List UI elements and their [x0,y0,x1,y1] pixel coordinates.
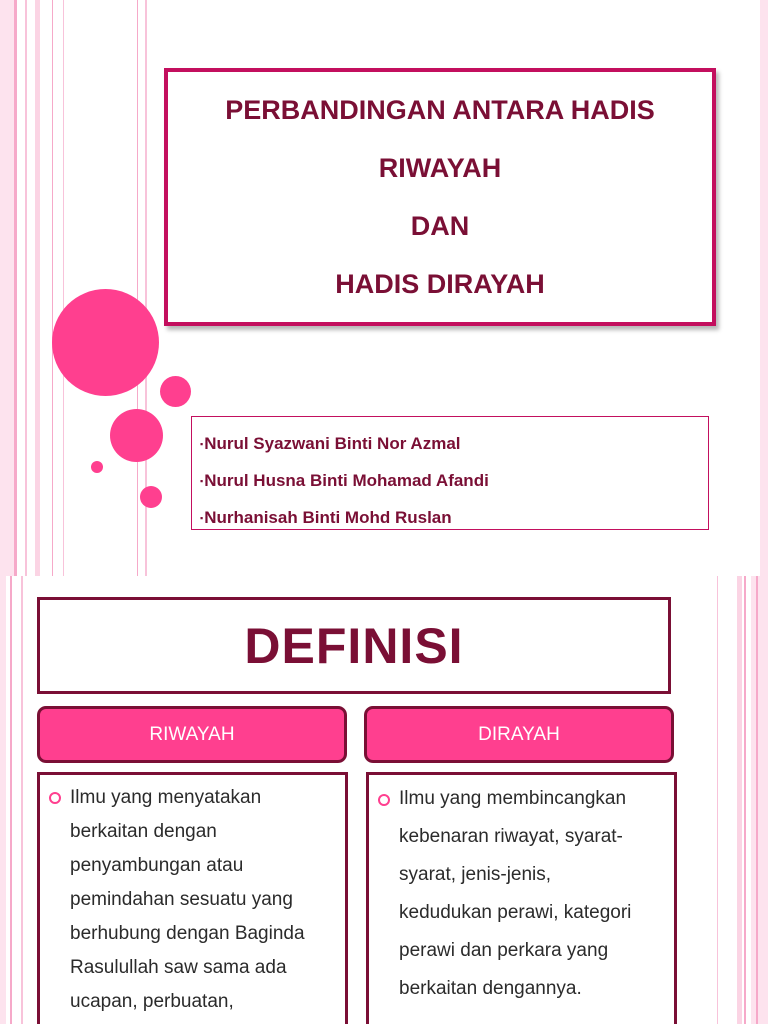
text-line: kebenaran riwayat, syarat- [399,826,623,847]
decor-circle [160,376,191,407]
author-name: Nurul Syazwani Binti Nor Azmal [204,433,461,453]
text-line: syarat, jenis-jenis, [399,864,552,885]
decor-circle [110,409,163,462]
text-line: ucapan, perbuatan, [70,991,234,1012]
decor-stripe [10,576,12,1024]
decor-stripe [744,576,746,1024]
title-line: RIWAYAH [378,153,502,183]
decor-stripe [0,0,14,576]
text-line: pemindahan sesuatu yang [70,889,293,910]
definition-title-box [37,597,671,694]
dirayah-content-box [366,772,677,1024]
bullet-ring-icon [378,794,390,806]
riwayah-content-box [37,772,348,1024]
bullet-dot-icon: ▪ [200,512,204,523]
decor-stripe [63,0,64,576]
author-name: Nurhanisah Binti Mohd Ruslan [204,507,452,527]
text-line: Ilmu yang menyatakan [70,787,262,808]
author-item [192,425,708,462]
riwayah-header-label: RIWAYAH [149,723,235,745]
title-box [164,68,716,326]
definition-slide [0,576,768,1024]
text-line: berhubung dengan Baginda [70,923,305,944]
text-line: Ilmu yang membincangkan [399,788,627,809]
dirayah-header-label: DIRAYAH [478,723,560,745]
decor-stripe [35,0,40,576]
decor-stripe [751,576,768,1024]
title-line: HADIS DIRAYAH [335,269,545,299]
bullet-dot-icon: ▪ [200,438,204,449]
definition-title: DEFINISI [244,617,464,674]
decor-stripe [14,0,17,576]
title-line: DAN [410,211,470,241]
riwayah-text [70,787,346,1024]
decor-stripe [737,576,742,1024]
author-item [192,499,708,536]
bullet-dot-icon: ▪ [200,475,204,486]
decor-stripe [52,0,53,576]
bullet-ring-icon [49,792,61,804]
decor-stripe [25,0,27,576]
decor-stripe [717,576,718,1024]
decor-stripe [0,576,6,1024]
text-line: berkaitan dengannya. [399,978,582,999]
text-line: perawi dan perkara yang [399,940,609,961]
text-line: penyambungan atau [70,855,244,876]
text-line: Rasulullah saw sama ada [70,957,287,978]
riwayah-header [37,706,347,763]
author-item [192,462,708,499]
decor-stripe [137,0,138,576]
decor-circle [91,461,103,473]
dirayah-header [364,706,674,763]
title-line: PERBANDINGAN ANTARA HADIS [225,95,655,125]
text-line: berkaitan dengan [70,821,217,842]
decor-circle [140,486,162,508]
decor-stripe [21,576,23,1024]
text-line: kedudukan perawi, kategori [399,902,632,923]
authors-box [191,416,709,530]
decor-stripe [760,0,768,576]
decor-stripe [756,576,758,1024]
author-name: Nurul Husna Binti Mohamad Afandi [204,470,489,490]
decor-circle [52,289,159,396]
dirayah-text [399,788,677,1016]
